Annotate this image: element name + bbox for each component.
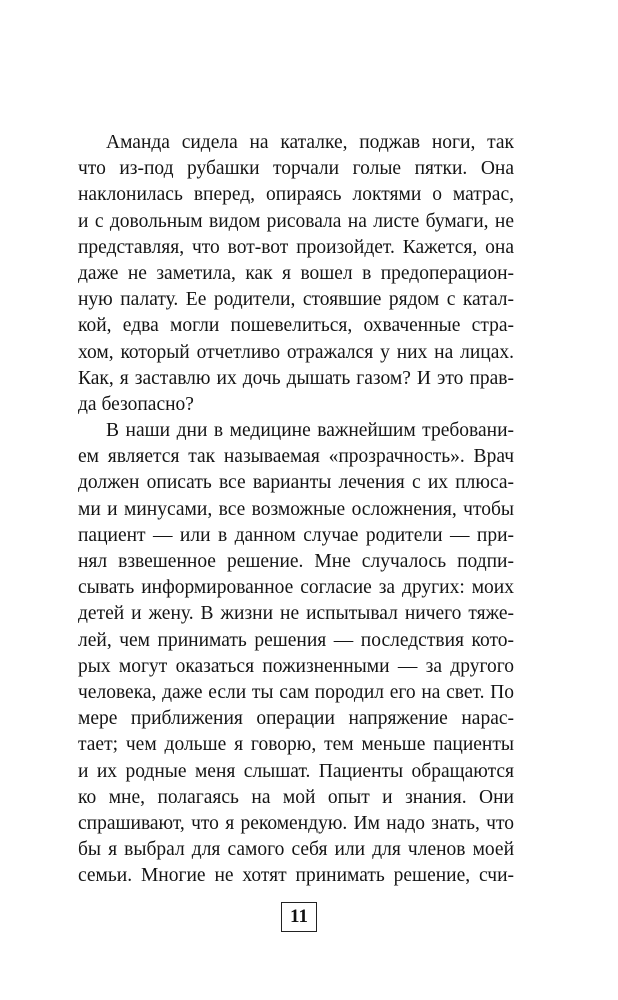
text-line: спрашивают, что я рекомендую. Им надо знать, что bbox=[78, 812, 514, 834]
paragraph-2 bbox=[78, 418, 514, 889]
text-line: тает; чем дольше я говорю, тем меньше пациенты bbox=[78, 734, 514, 756]
text-line: и с довольным видом рисовала на листе бумаги, не bbox=[78, 210, 514, 232]
text-line: и их родные меня слышат. Пациенты обращаются bbox=[78, 760, 514, 782]
text-line: лей, чем принимать решения — последствия кото- bbox=[78, 629, 514, 651]
text-line: ем является так называемая «прозрачность». Врач bbox=[78, 446, 514, 468]
text-line: Аманда сидела на каталке, поджав ноги, так bbox=[106, 132, 514, 153]
text-line: сывать информированное согласие за других: моих bbox=[78, 577, 514, 599]
text-line: даже не заметила, как я вошел в предоперацион- bbox=[78, 262, 514, 284]
text-line: представляя, что вот-вот произойдет. Кажется, она bbox=[78, 236, 514, 258]
text-line: наклонилась вперед, опираясь локтями о матрас, bbox=[78, 184, 514, 206]
text-line: человека, даже если ты сам породил его на свет. По bbox=[78, 681, 514, 703]
text-line: семьи. Многие не хотят принимать решение, счи- bbox=[78, 865, 514, 887]
text-line: детей и жену. В жизни не испытывал ничего тяже- bbox=[78, 603, 514, 625]
text-line: нял взвешенное решение. Мне случалось подпи- bbox=[78, 551, 514, 572]
text-line: должен описать все варианты лечения с их плюса- bbox=[78, 472, 514, 494]
text-line: пациент — или в данном случае родители — при- bbox=[78, 524, 514, 546]
text-line: рых могут оказаться пожизненными — за другого bbox=[78, 655, 514, 677]
text-line: ко мне, полагаясь на мой опыт и знания. Они bbox=[78, 786, 514, 808]
paragraph-1 bbox=[78, 130, 514, 418]
text-line: ми и минусами, все возможные осложнения, чтобы bbox=[78, 498, 514, 520]
text-line: бы я выбрал для самого себя или для членов моей bbox=[78, 839, 514, 861]
text-line: хом, который отчетливо отражался у них на лицах. bbox=[78, 341, 514, 363]
text-line: В наши дни в медицине важнейшим требовани- bbox=[106, 420, 514, 442]
text-line: мере приближения операции напряжение нарас- bbox=[78, 708, 514, 730]
text-line: Как, я заставлю их дочь дышать газом? И это прав- bbox=[78, 367, 514, 389]
page-number: 11 bbox=[281, 902, 317, 932]
text-line: да безопасно? bbox=[78, 393, 194, 415]
text-line: кой, едва могли пошевелиться, охваченные стра- bbox=[78, 315, 514, 337]
text-line: что из-под рубашки торчали голые пятки. Она bbox=[78, 158, 514, 180]
body-text bbox=[78, 130, 514, 889]
text-line: ную палату. Ее родители, стоявшие рядом с катал- bbox=[78, 289, 514, 311]
